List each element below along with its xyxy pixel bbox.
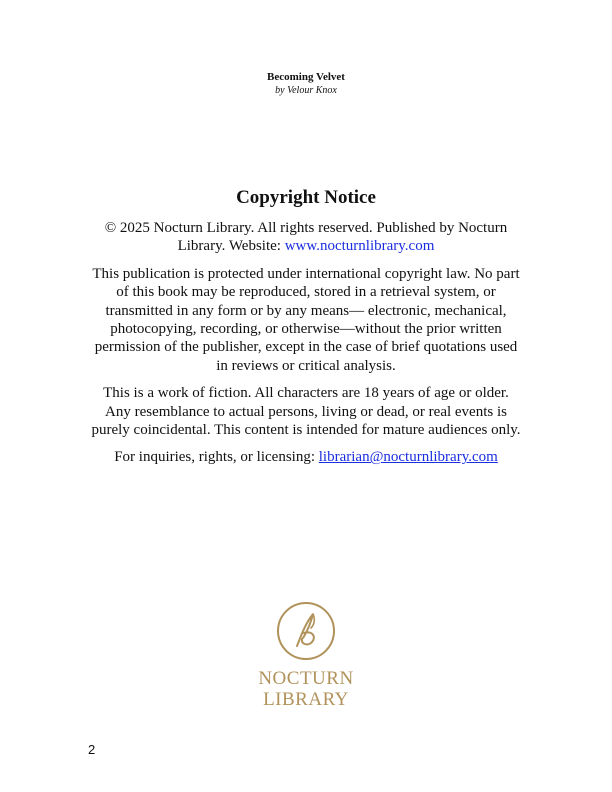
inquiries-label: For inquiries, rights, or licensing: — [114, 449, 319, 466]
fiction-disclaimer: This is a work of fiction. All characters are 18 years of age or older. Any resemblance to actual persons, living or dead, or real events is purely coincidental. This content is intended for mature audiences only. — [91, 385, 521, 439]
reproduction-notice: This publication is protected under international copyright law. No part of this book may be reproduced, stored in a retrieval system, or transmitted in any form or by any means— electronic, mechanical, photocopying, recording, or otherwise—without the prior written permission of the publisher, except in the case of brief quotations used in reviews or critical analysis. — [92, 265, 520, 374]
quill-icon — [275, 600, 337, 662]
byline: by Velour Knox — [275, 85, 337, 96]
inquiries-line — [90, 448, 522, 466]
website-link[interactable]: www.nocturnlibrary.com — [284, 238, 435, 255]
copyright-statement-text: © 2025 Nocturn Library. All rights reserved. Published by Nocturn Library. Website: — [104, 220, 508, 255]
logo-line-1: NOCTURN — [258, 668, 354, 689]
publisher-logo — [236, 600, 376, 710]
page-number: 2 — [88, 742, 96, 757]
email-link[interactable]: librarian@nocturnlibrary.com — [318, 449, 498, 466]
book-title: Becoming Velvet — [267, 71, 345, 83]
copyright-section — [90, 186, 522, 476]
running-header — [0, 70, 612, 97]
copyright-statement — [90, 219, 522, 256]
logo-line-2: LIBRARY — [263, 689, 349, 710]
page-title: Copyright Notice — [236, 187, 376, 208]
